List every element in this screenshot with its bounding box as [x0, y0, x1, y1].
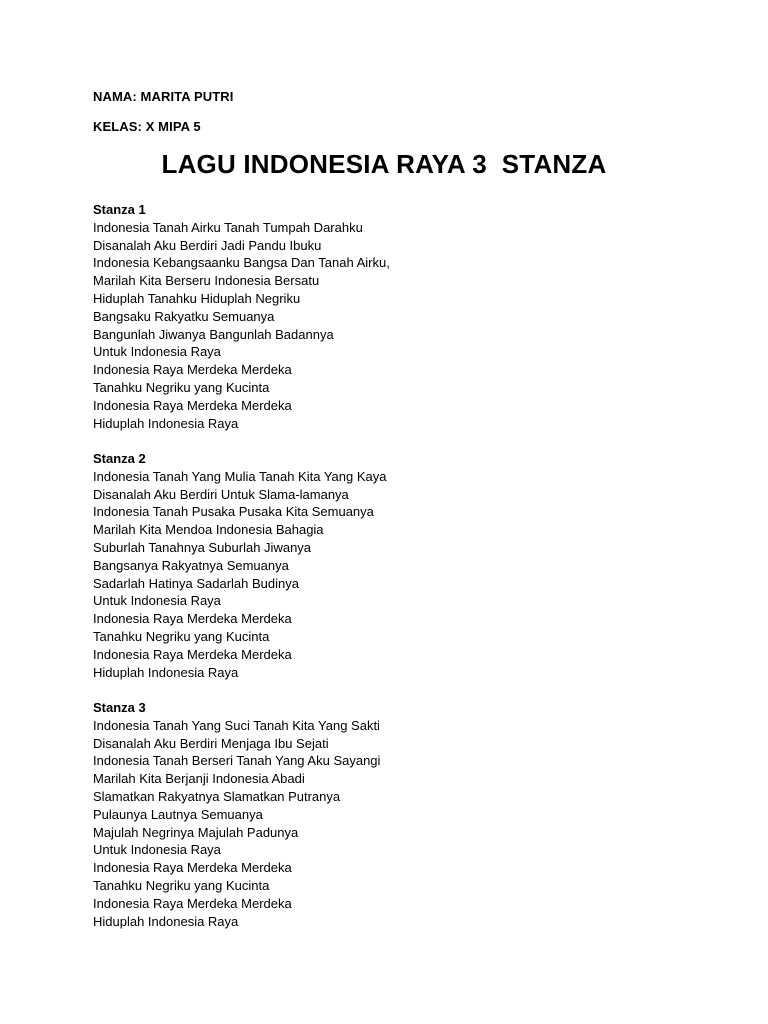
lyric-line: Bangsaku Rakyatku Semuanya: [93, 308, 275, 324]
lyric-line: Indonesia Tanah Yang Suci Tanah Kita Yang Sakti: [93, 717, 380, 733]
lyric-line: Disanalah Aku Berdiri Menjaga Ibu Sejati: [93, 735, 329, 751]
lyric-line: Indonesia Raya Merdeka Merdeka: [93, 397, 292, 413]
lyric-line: Slamatkan Rakyatnya Slamatkan Putranya: [93, 788, 341, 804]
stanza-heading: Stanza 3: [93, 700, 146, 715]
lyric-line: Untuk Indonesia Raya: [93, 344, 221, 360]
lyric-line: Majulah Negrinya Majulah Padunya: [93, 824, 299, 840]
lyric-line: Indonesia Raya Merdeka Merdeka: [93, 895, 292, 911]
lyric-line: Indonesia Kebangsaanku Bangsa Dan Tanah Airku,: [93, 255, 390, 271]
lyric-line: Hiduplah Tanahku Hiduplah Negriku: [93, 290, 301, 306]
lyric-line: Hiduplah Indonesia Raya: [93, 913, 239, 929]
lyric-line: Indonesia Raya Merdeka Merdeka: [93, 860, 292, 876]
lyric-line: Disanalah Aku Berdiri Untuk Slama-lamanya: [93, 486, 349, 502]
student-class: KELAS: X MIPA 5: [93, 119, 201, 134]
lyric-line: Indonesia Raya Merdeka Merdeka: [93, 362, 292, 378]
lyric-line: Indonesia Tanah Yang Mulia Tanah Kita Yang Kaya: [93, 468, 387, 484]
stanza-heading: Stanza 2: [93, 451, 146, 466]
stanza-2: [93, 450, 386, 681]
student-name: NAMA: MARITA PUTRI: [93, 89, 234, 104]
lyric-line: Sadarlah Hatinya Sadarlah Budinya: [93, 575, 299, 591]
stanza-1: [93, 201, 390, 432]
lyric-line: Suburlah Tanahnya Suburlah Jiwanya: [93, 539, 312, 555]
lyric-line: Indonesia Tanah Berseri Tanah Yang Aku Sayangi: [93, 753, 381, 769]
lyric-line: Indonesia Raya Merdeka Merdeka: [93, 646, 292, 662]
lyric-line: Hiduplah Indonesia Raya: [93, 415, 239, 431]
lyric-line: Marilah Kita Berjanji Indonesia Abadi: [93, 771, 305, 787]
lyric-line: Untuk Indonesia Raya: [93, 842, 221, 858]
document-title: LAGU INDONESIA RAYA 3 STANZA: [161, 149, 607, 179]
lyric-line: Marilah Kita Berseru Indonesia Bersatu: [93, 273, 320, 289]
lyric-line: Tanahku Negriku yang Kucinta: [93, 628, 270, 644]
lyric-line: Disanalah Aku Berdiri Jadi Pandu Ibuku: [93, 237, 322, 253]
stanza-lines: [93, 468, 386, 682]
lyric-line: Indonesia Tanah Pusaka Pusaka Kita Semuanya: [93, 504, 374, 520]
lyric-line: Tanahku Negriku yang Kucinta: [93, 379, 270, 395]
stanza-3: [93, 699, 380, 930]
lyric-line: Untuk Indonesia Raya: [93, 593, 221, 609]
lyric-line: Indonesia Tanah Airku Tanah Tumpah Darahku: [93, 219, 363, 235]
lyric-line: Hiduplah Indonesia Raya: [93, 664, 239, 680]
lyric-line: Indonesia Raya Merdeka Merdeka: [93, 611, 292, 627]
stanza-lines: [93, 717, 380, 931]
lyric-line: Bangunlah Jiwanya Bangunlah Badannya: [93, 326, 334, 342]
lyric-line: Tanahku Negriku yang Kucinta: [93, 877, 270, 893]
stanza-lines: [93, 219, 390, 433]
lyric-line: Pulaunya Lautnya Semuanya: [93, 806, 263, 822]
lyric-line: Bangsanya Rakyatnya Semuanya: [93, 557, 289, 573]
stanza-heading: Stanza 1: [93, 202, 146, 217]
lyric-line: Marilah Kita Mendoa Indonesia Bahagia: [93, 522, 324, 538]
